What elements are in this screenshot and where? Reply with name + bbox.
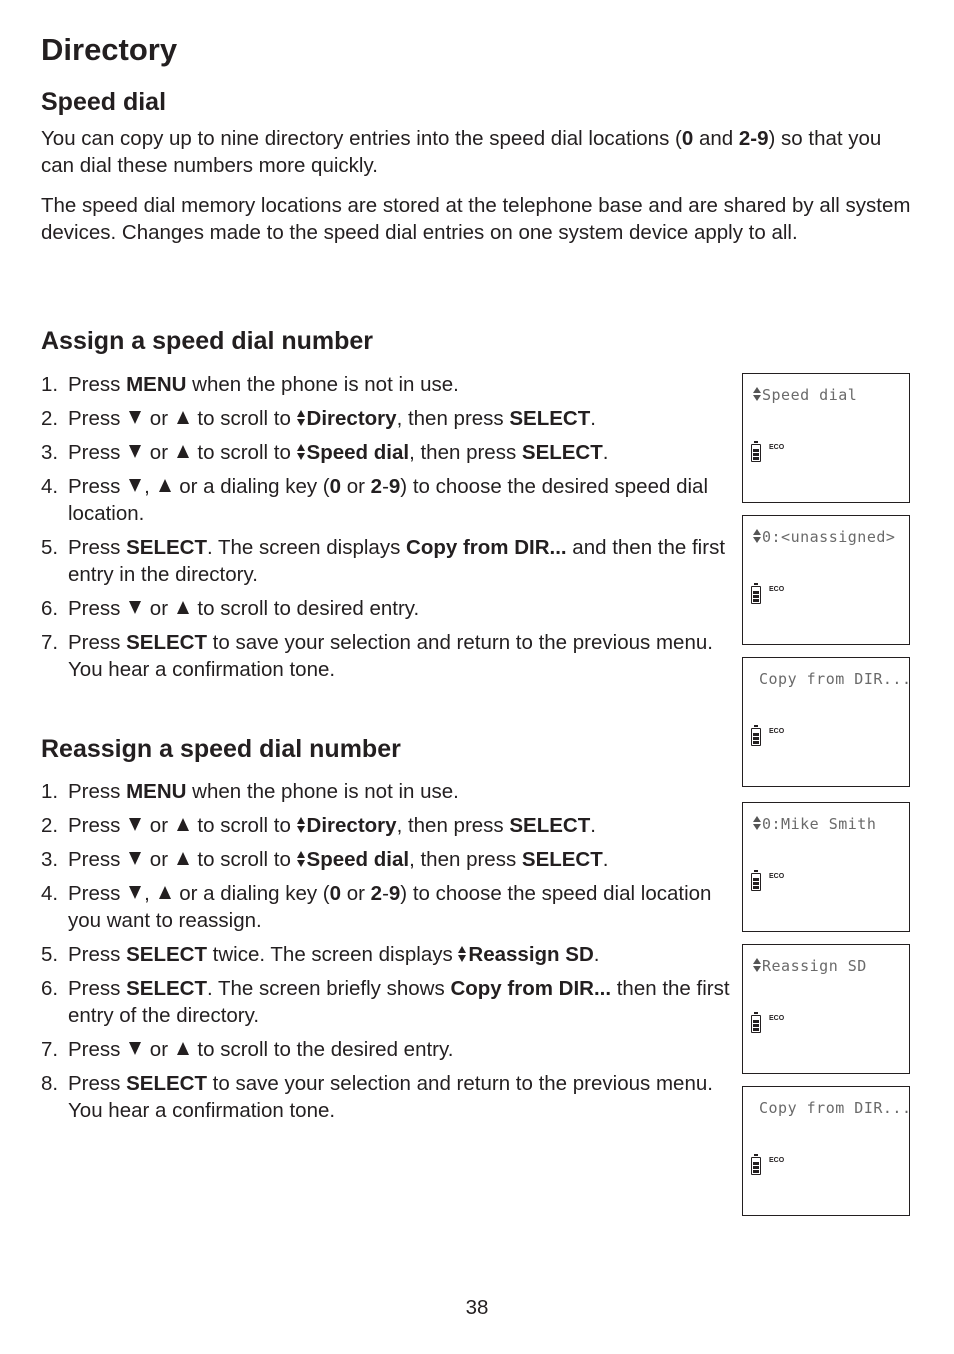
assign-step-2: 2. Press or to scroll to Directory, then press SELECT. — [41, 407, 596, 430]
reassign-heading: Reassign a speed dial number — [41, 735, 401, 763]
screen-text: 0:<unassigned> — [753, 528, 895, 546]
handset-screen — [742, 802, 910, 932]
eco-indicator: ECO — [769, 728, 785, 735]
battery-icon — [751, 1015, 761, 1033]
down-arrow-icon — [129, 852, 141, 865]
up-down-arrow-icon — [297, 817, 305, 833]
up-down-arrow-icon — [458, 946, 466, 962]
speed-dial-storage-note: The speed dial memory locations are stored at the telephone base and are shared by all system devices. Changes made to the speed dial entries on one system device apply to all. — [41, 194, 911, 244]
screen-text: Copy from DIR... — [759, 670, 912, 688]
handset-screen — [742, 657, 910, 787]
down-arrow-icon — [129, 411, 141, 424]
page-number: 38 — [465, 1296, 489, 1319]
reassign-step-7: 7. Press or to scroll to the desired entry. — [41, 1038, 454, 1061]
eco-indicator: ECO — [769, 586, 785, 593]
reassign-step-2: 2. Press or to scroll to Directory, then press SELECT. — [41, 814, 596, 837]
handset-screen — [742, 1086, 910, 1216]
assign-step-3: 3. Press or to scroll to Speed dial, then press SELECT. — [41, 441, 609, 464]
assign-step-7: 7. Press SELECT to save your selection and return to the previous menu. You hear a confirmation tone. — [41, 631, 713, 681]
screen-text: Speed dial — [753, 386, 857, 404]
up-down-arrow-icon — [753, 958, 761, 972]
down-arrow-icon — [129, 818, 141, 831]
up-down-arrow-icon — [297, 444, 305, 460]
eco-indicator: ECO — [769, 444, 785, 451]
up-arrow-icon — [159, 479, 171, 492]
down-arrow-icon — [129, 445, 141, 458]
page-title: Directory — [41, 32, 178, 67]
battery-icon — [751, 728, 761, 746]
eco-indicator: ECO — [769, 873, 785, 880]
down-arrow-icon — [129, 601, 141, 614]
up-arrow-icon — [177, 601, 189, 614]
reassign-step-4: 4. Press , or a dialing key (0 or 2-9) to choose the speed dial location you want to reassign. — [41, 882, 712, 932]
down-arrow-icon — [129, 1042, 141, 1055]
up-arrow-icon — [177, 445, 189, 458]
up-down-arrow-icon — [753, 529, 761, 543]
up-arrow-icon — [177, 818, 189, 831]
up-down-arrow-icon — [297, 851, 305, 867]
assign-step-6: 6. Press or to scroll to desired entry. — [41, 597, 420, 620]
reassign-step-5: 5. Press SELECT twice. The screen displays Reassign SD. — [41, 943, 600, 966]
reassign-steps — [41, 778, 731, 1131]
eco-indicator: ECO — [769, 1157, 785, 1164]
reassign-step-8: 8. Press SELECT to save your selection and return to the previous menu. You hear a confirmation tone. — [41, 1072, 713, 1122]
assign-step-5: 5. Press SELECT. The screen displays Copy from DIR... and then the first entry in the directory. — [41, 536, 726, 586]
reassign-step-3: 3. Press or to scroll to Speed dial, then press SELECT. — [41, 848, 609, 871]
assign-steps — [41, 371, 731, 690]
up-arrow-icon — [177, 852, 189, 865]
up-arrow-icon — [159, 886, 171, 899]
eco-indicator: ECO — [769, 1015, 785, 1022]
battery-icon — [751, 1157, 761, 1175]
assign-step-1: 1. Press MENU when the phone is not in use. — [41, 373, 459, 396]
up-down-arrow-icon — [753, 816, 761, 830]
up-down-arrow-icon — [753, 387, 761, 401]
down-arrow-icon — [129, 479, 141, 492]
reassign-step-6: 6. Press SELECT. The screen briefly shows Copy from DIR... then the first entry of the directory. — [41, 977, 730, 1027]
speed-dial-intro: You can copy up to nine directory entries into the speed dial locations (0 and 2-9) so that you can dial these numbers more quickly. — [41, 127, 882, 177]
handset-screen — [742, 373, 910, 503]
assign-step-4: 4. Press , or a dialing key (0 or 2-9) to choose the desired speed dial location. — [41, 475, 708, 525]
battery-icon — [751, 873, 761, 891]
assign-heading: Assign a speed dial number — [41, 327, 374, 355]
screen-text: 0:Mike Smith — [753, 815, 876, 833]
up-arrow-icon — [177, 411, 189, 424]
handset-screen — [742, 515, 910, 645]
reassign-step-1: 1. Press MENU when the phone is not in use. — [41, 780, 459, 803]
screen-text: Reassign SD — [753, 957, 867, 975]
handset-screen — [742, 944, 910, 1074]
up-arrow-icon — [177, 1042, 189, 1055]
down-arrow-icon — [129, 886, 141, 899]
up-down-arrow-icon — [297, 410, 305, 426]
battery-icon — [751, 586, 761, 604]
screen-text: Copy from DIR... — [759, 1099, 912, 1117]
speed-dial-heading: Speed dial — [41, 88, 167, 116]
battery-icon — [751, 444, 761, 462]
